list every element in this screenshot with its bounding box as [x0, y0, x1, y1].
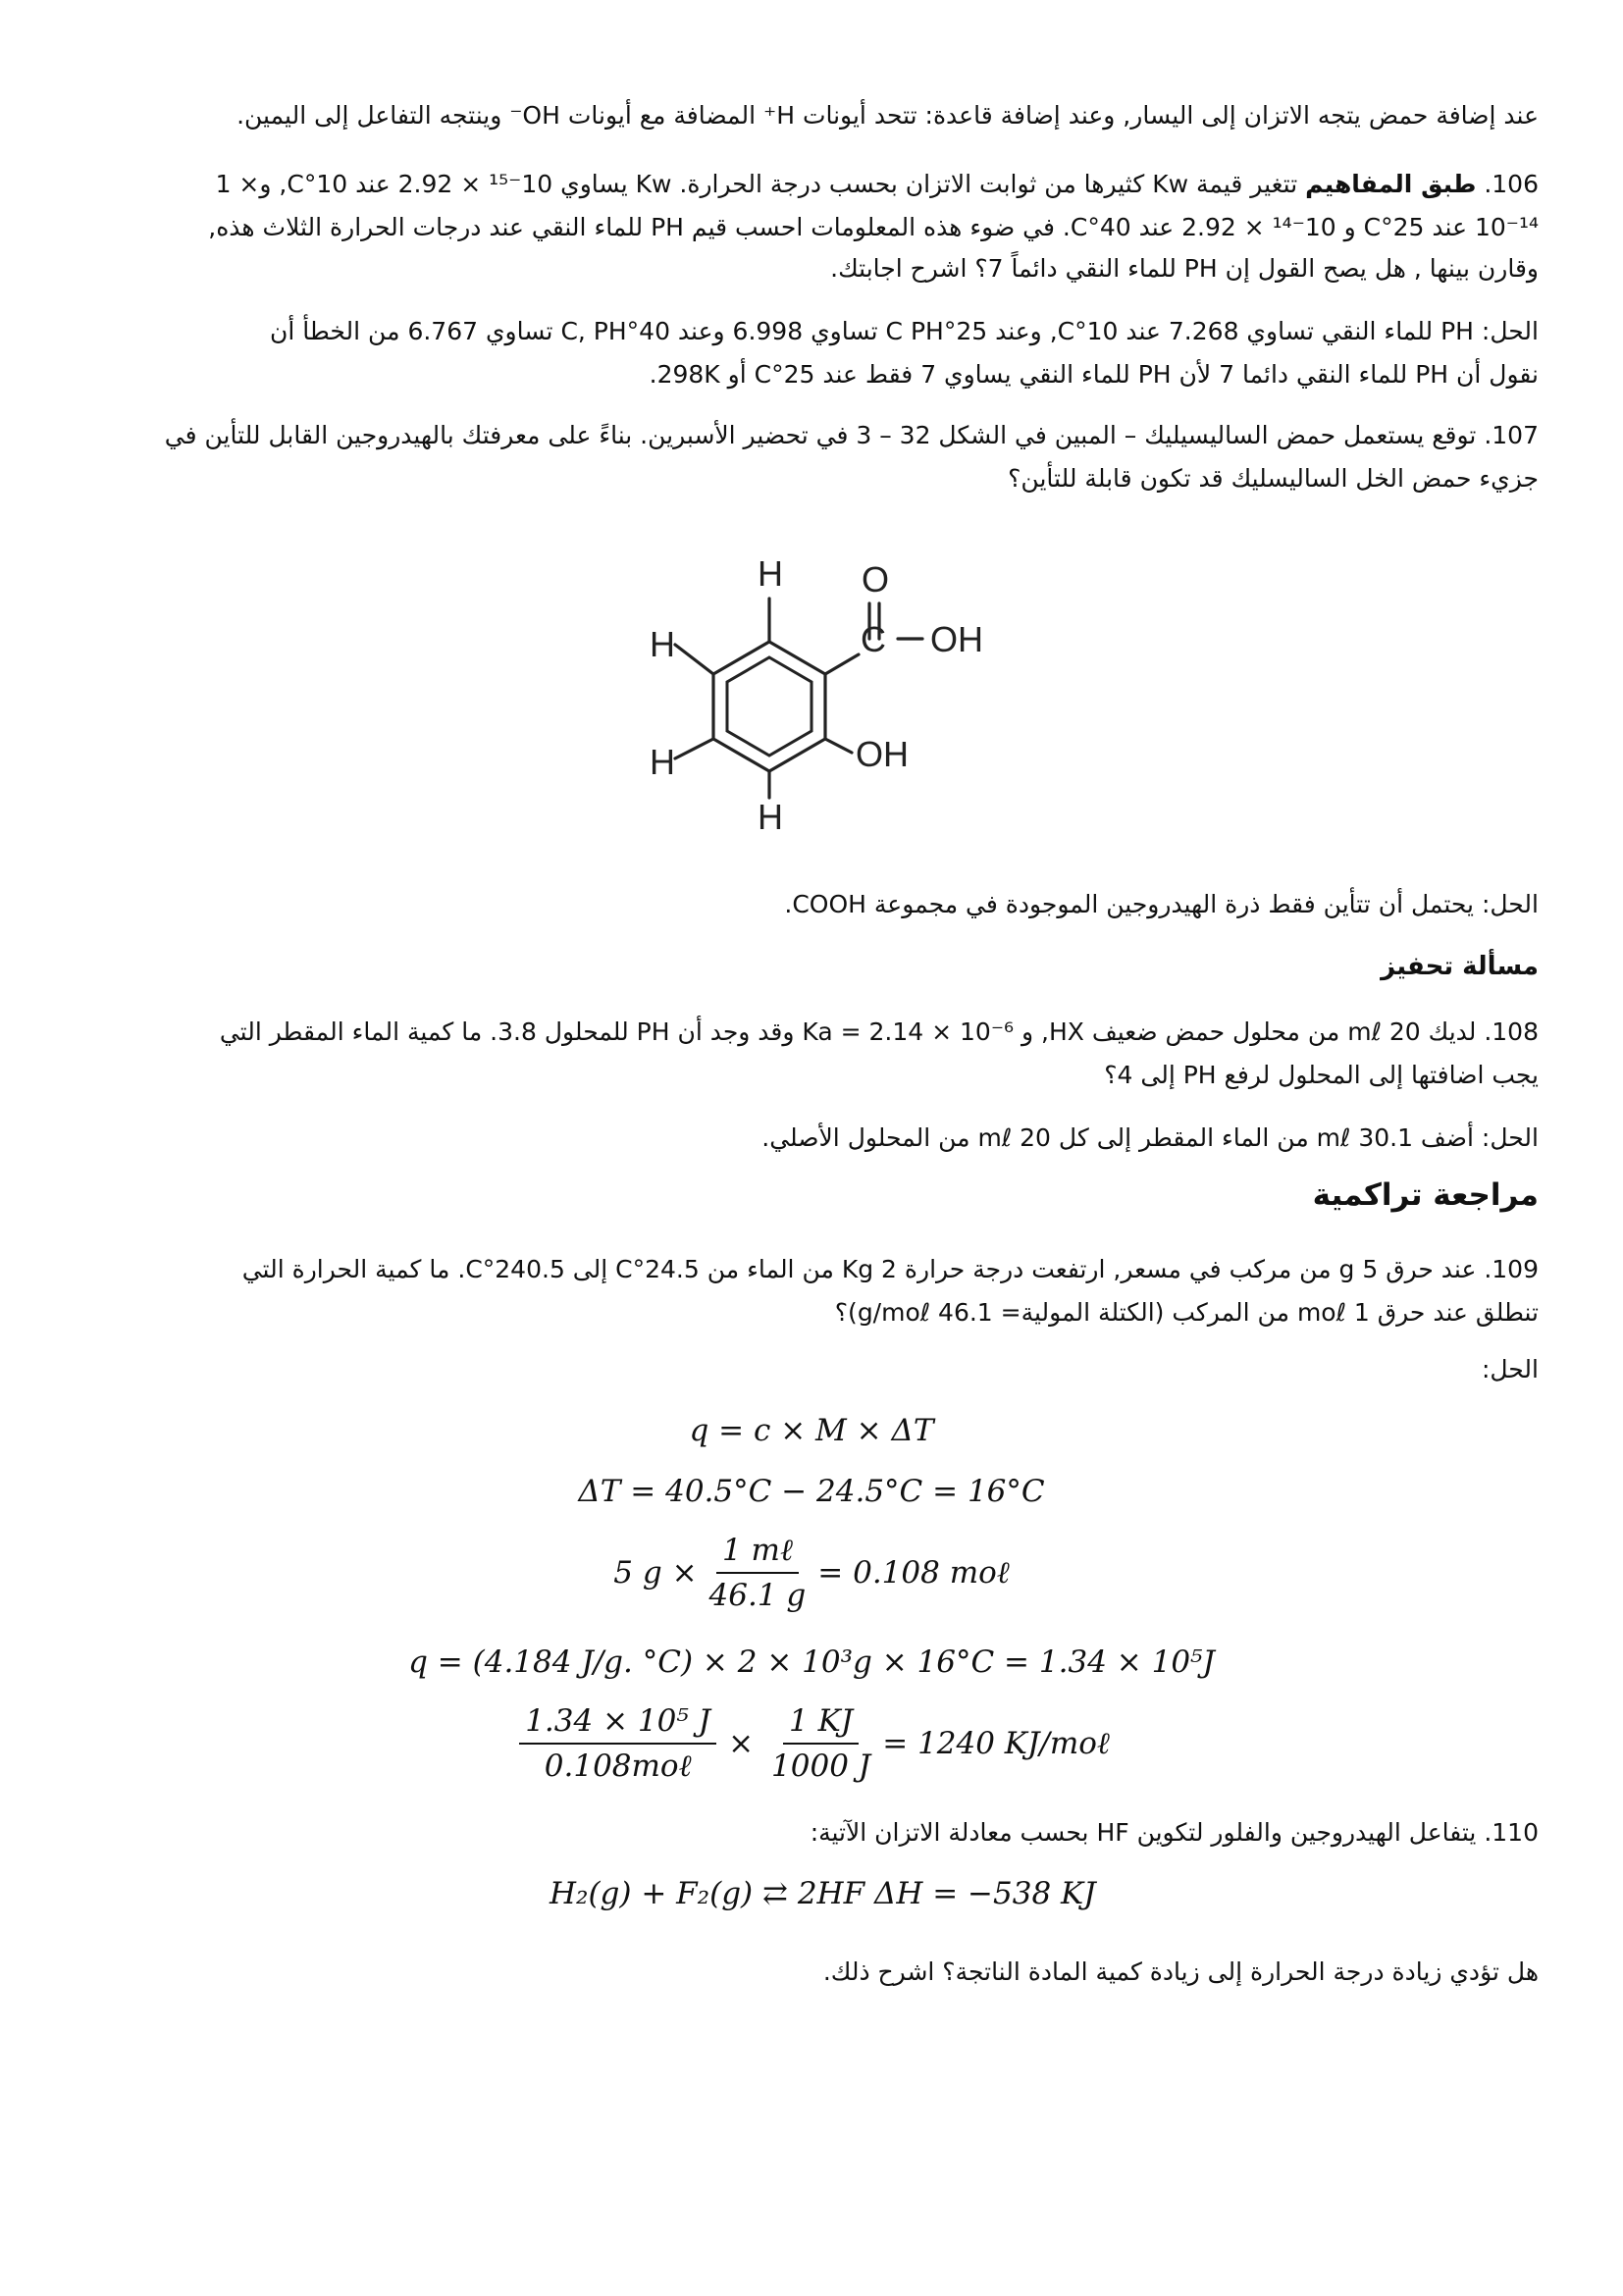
fraction-unit-numerator: 1 KJ — [783, 1703, 859, 1745]
question-106-line-1 — [106, 163, 1539, 206]
question-number: 106. — [1484, 170, 1539, 198]
bond-h-left-top — [675, 645, 713, 674]
equation-delta-t: ΔT = 40.5°C − 24.5°C = 16°C — [578, 1474, 1045, 1509]
fraction-moles — [704, 1533, 812, 1613]
question-109-line-1: 109. عند حرق 5 g من مركب في مسعر, ارتفعت درجة حرارة 2 Kg من الماء من 24.5°C إلى 240.5°C. ما كمية الحرارة التي — [241, 1255, 1539, 1283]
question-108-line-2: يجب اضافتها إلى المحلول لرفع PH إلى 4؟ — [1104, 1061, 1539, 1089]
answer-106-line-2: نقول أن PH للماء النقي دائما 7 لأن PH للماء النقي يساوي 7 فقط عند 25°C أو 298K. — [649, 360, 1539, 389]
question-107-line-1: 107. توقع يستعمل حمض الساليسيليك – المبين في الشكل 32 – 3 في تحضير الأسبرين. بناءً على معرفتك بالهيدروجين القابل للتأين في — [164, 421, 1539, 449]
fraction-moles-denominator: 46.1 g — [708, 1578, 807, 1613]
question-106-text: تتغير قيمة Kw كثيرها من ثوابت الاتزان بحسب درجة الحرارة. Kw يساوي 10⁻¹⁵ × 2.92 عند 10°C, و× 1 — [215, 170, 1298, 198]
answer-109-label: الحل: — [1481, 1355, 1539, 1383]
answer-106-line-1: الحل: PH للماء النقي تساوي 7.268 عند 10°C, وعند 25°C PH تساوي 6.998 وعند 40°C, PH تساوي 6.767 من الخطأ أن — [270, 317, 1539, 345]
question-106-line-2: 10⁻¹⁴ عند 25°C و 10⁻¹⁴ × 2.92 عند 40°C. في ضوء هذه المعلومات احسب قيم PH للماء النقي عند درجات الحرارة الثلاث هذه, — [208, 213, 1539, 241]
atom-o-carbonyl: O — [862, 559, 890, 600]
fraction-moles-numerator: 1 mℓ — [716, 1533, 799, 1574]
question-106-line-3: وقارن بينها , هل يصح القول إن PH للماء النقي دائماً 7؟ اشرح اجابتك. — [830, 254, 1539, 283]
bond-h-left-bottom — [675, 739, 713, 758]
paragraph-intro: عند إضافة حمض يتجه الاتزان إلى اليسار, وعند إضافة قاعدة: تتحد أيونات H⁺ المضافة مع أيونات OH⁻ وينتجه التفاعل إلى اليمين. — [236, 101, 1539, 130]
fraction-heat-denominator: 0.108moℓ — [544, 1748, 692, 1784]
fraction-unit-conversion — [765, 1703, 876, 1784]
atom-h-bottom: H — [758, 797, 783, 837]
atom-h-left-top: H — [650, 624, 675, 664]
bond-ring-carbon — [825, 654, 859, 674]
answer-107: الحل: يحتمل أن تتأين فقط ذرة الهيدروجين الموجودة في مجموعة COOH. — [784, 890, 1539, 918]
heading-challenge: مسألة تحفيز — [1381, 952, 1539, 981]
equation-heat-value: q = (4.184 J/g. °C) × 2 × 10³g × 16°C = 1.34 × 10⁵J — [408, 1644, 1215, 1680]
fraction-unit-denominator: 1000 J — [771, 1748, 871, 1784]
equation-molar-heat-right: = 1240 KJ/moℓ — [882, 1726, 1110, 1761]
atom-h-top: H — [758, 553, 783, 594]
atom-c: C — [861, 619, 886, 659]
benzene-inner-ring — [727, 657, 812, 756]
question-106-keyword: طبق المفاهيم — [1305, 170, 1477, 198]
equation-heat: q = c × M × ΔT — [689, 1413, 934, 1448]
equation-molar-heat — [0, 1703, 1623, 1784]
atom-oh-acid: OH — [930, 619, 983, 659]
fraction-heat-per-mole — [519, 1703, 716, 1784]
salicylic-acid-structure — [628, 535, 1040, 859]
benzene-ring — [713, 642, 825, 771]
question-110-line: 110. يتفاعل الهيدروجين والفلور لتكوين HF بحسب معادلة الاتزان الآتية: — [810, 1818, 1539, 1847]
fraction-heat-numerator: 1.34 × 10⁵ J — [519, 1703, 716, 1745]
answer-108: الحل: أضف 30.1 mℓ من الماء المقطر إلى كل 20 mℓ من المحلول الأصلي. — [761, 1123, 1539, 1152]
equation-hf-equilibrium: H₂(g) + F₂(g) ⇄ 2HF ΔH = −538 KJ — [550, 1876, 1096, 1911]
equation-moles — [0, 1533, 1623, 1613]
question-110-question: هل تؤدي زيادة درجة الحرارة إلى زيادة كمية المادة الناتجة؟ اشرح ذلك. — [822, 1957, 1539, 1986]
equation-moles-right: = 0.108 moℓ — [817, 1555, 1010, 1591]
atom-h-left-bottom: H — [650, 742, 675, 782]
heading-review: مراجعة تراكمية — [1312, 1177, 1539, 1213]
question-107-line-2: جزيء حمض الخل الساليسليك قد تكون قابلة للتأين؟ — [1008, 464, 1539, 493]
multiply-operator: × — [728, 1726, 755, 1761]
bond-ring-oh — [825, 739, 852, 753]
equation-moles-left: 5 g × — [613, 1555, 698, 1591]
question-109-line-2: تنطلق عند حرق 1 moℓ من المركب (الكتلة المولية= 46.1 g/moℓ)؟ — [834, 1298, 1539, 1327]
question-108-line-1: 108. لديك 20 mℓ من محلول حمض ضعيف HX, و Ka = 2.14 × 10⁻⁶ وقد وجد أن PH للمحلول 3.8. ما كمية الماء المقطر التي — [219, 1018, 1539, 1046]
atom-oh-phenol: OH — [856, 734, 909, 774]
